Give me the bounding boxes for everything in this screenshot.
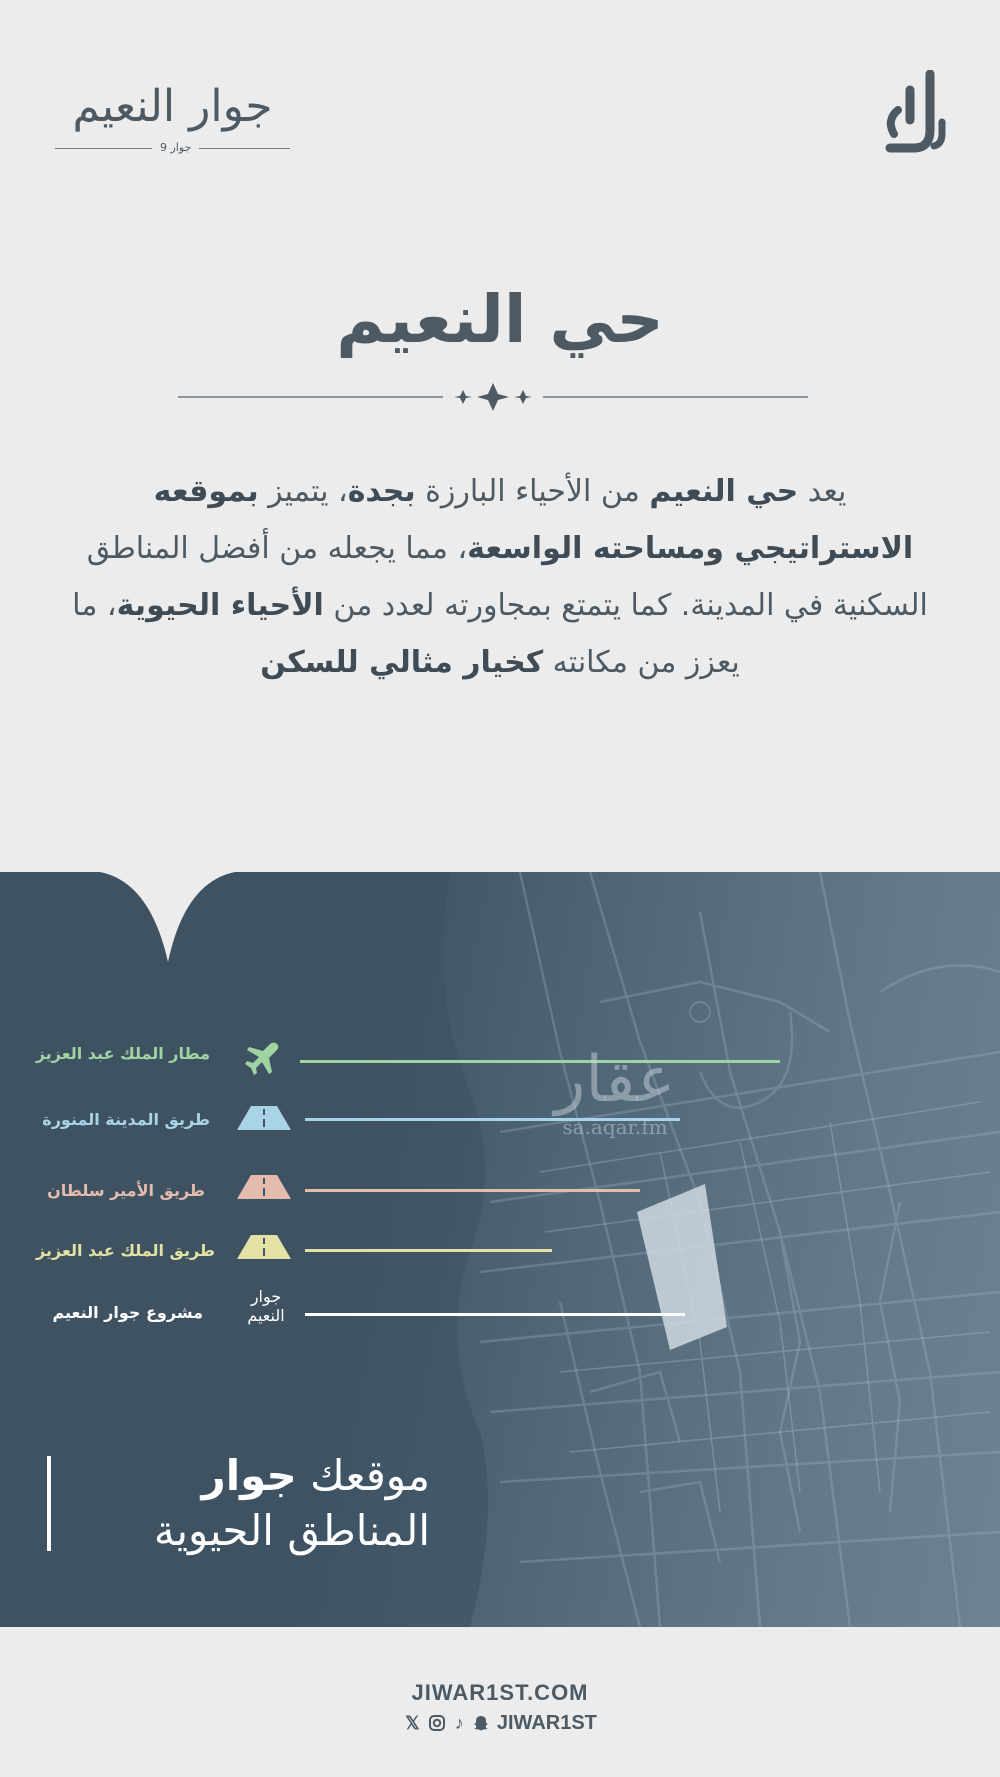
jiwar-logo-mark <box>880 70 960 170</box>
intro-text: ، يتميز <box>258 474 348 509</box>
legend-label-airport: مطار الملك عبد العزيز <box>35 1044 210 1063</box>
intro-bold: بموقعه الاستراتيجي ومساحته الواسعة <box>153 474 914 566</box>
instagram-icon[interactable] <box>429 1713 445 1734</box>
legend-label-madinah-road: طريق المدينة المنورة <box>42 1110 210 1129</box>
panel-notch <box>100 872 235 962</box>
intro-text: ، مما يجعله من أفضل المناطق السكنية في المدينة. كما يتمتع بمجاورته لعدد من <box>86 531 928 623</box>
title-divider <box>178 382 808 412</box>
tiktok-icon[interactable]: ♪ <box>454 1713 464 1734</box>
intro-bold: حي النعيم <box>649 474 799 509</box>
social-row <box>0 1712 1000 1735</box>
watermark-brand: عقار <box>554 1043 676 1117</box>
tagline-line1 <box>70 1448 430 1503</box>
intro-bold: كخيار مثالي للسكن <box>260 645 544 680</box>
tagline-bar <box>47 1456 51 1551</box>
legend-line-project <box>305 1313 685 1316</box>
project-logo-line2: النعيم <box>247 1306 285 1325</box>
tagline-text: موقعك <box>296 1451 430 1500</box>
tagline-line2: المناطق الحيوية <box>153 1506 430 1555</box>
legend-label-project: مشروع جوار النعيم <box>52 1303 203 1322</box>
tagline <box>70 1448 430 1558</box>
snapchat-icon[interactable] <box>473 1713 489 1734</box>
legend-label-prince-sultan-road: طريق الأمير سلطان <box>47 1181 205 1200</box>
intro-text: ، ما يعزز من مكانته <box>72 588 740 680</box>
watermark-url: sa.aqar.fm <box>562 1115 668 1139</box>
brand-subtitle: جوار 9 <box>152 140 199 156</box>
x-icon[interactable]: 𝕏 <box>405 1713 420 1734</box>
project-logo-line1: جوار <box>250 1287 282 1306</box>
brand-logo <box>55 82 290 157</box>
legend-line-prince-sultan-road <box>305 1189 640 1192</box>
website-link[interactable]: JIWAR1ST.COM <box>411 1680 589 1705</box>
page-title: حي النعيم <box>336 281 664 358</box>
project-logo-icon <box>238 1287 294 1325</box>
intro-text: من الأحياء البارزة <box>415 474 650 509</box>
brand-name: جوار النعيم <box>72 81 273 132</box>
intro-text: يعد <box>798 474 847 509</box>
social-handle[interactable]: JIWAR1ST <box>496 1712 597 1734</box>
intro-paragraph <box>60 463 940 691</box>
aqar-watermark <box>525 1045 705 1139</box>
tagline-bold: جوار <box>201 1451 297 1500</box>
intro-bold: بجدة <box>347 474 416 509</box>
legend-label-king-abdulaziz-road: طريق الملك عبد العزيز <box>36 1241 215 1260</box>
legend-line-king-abdulaziz-road <box>305 1249 552 1252</box>
intro-bold: الأحياء الحيوية <box>116 588 324 623</box>
